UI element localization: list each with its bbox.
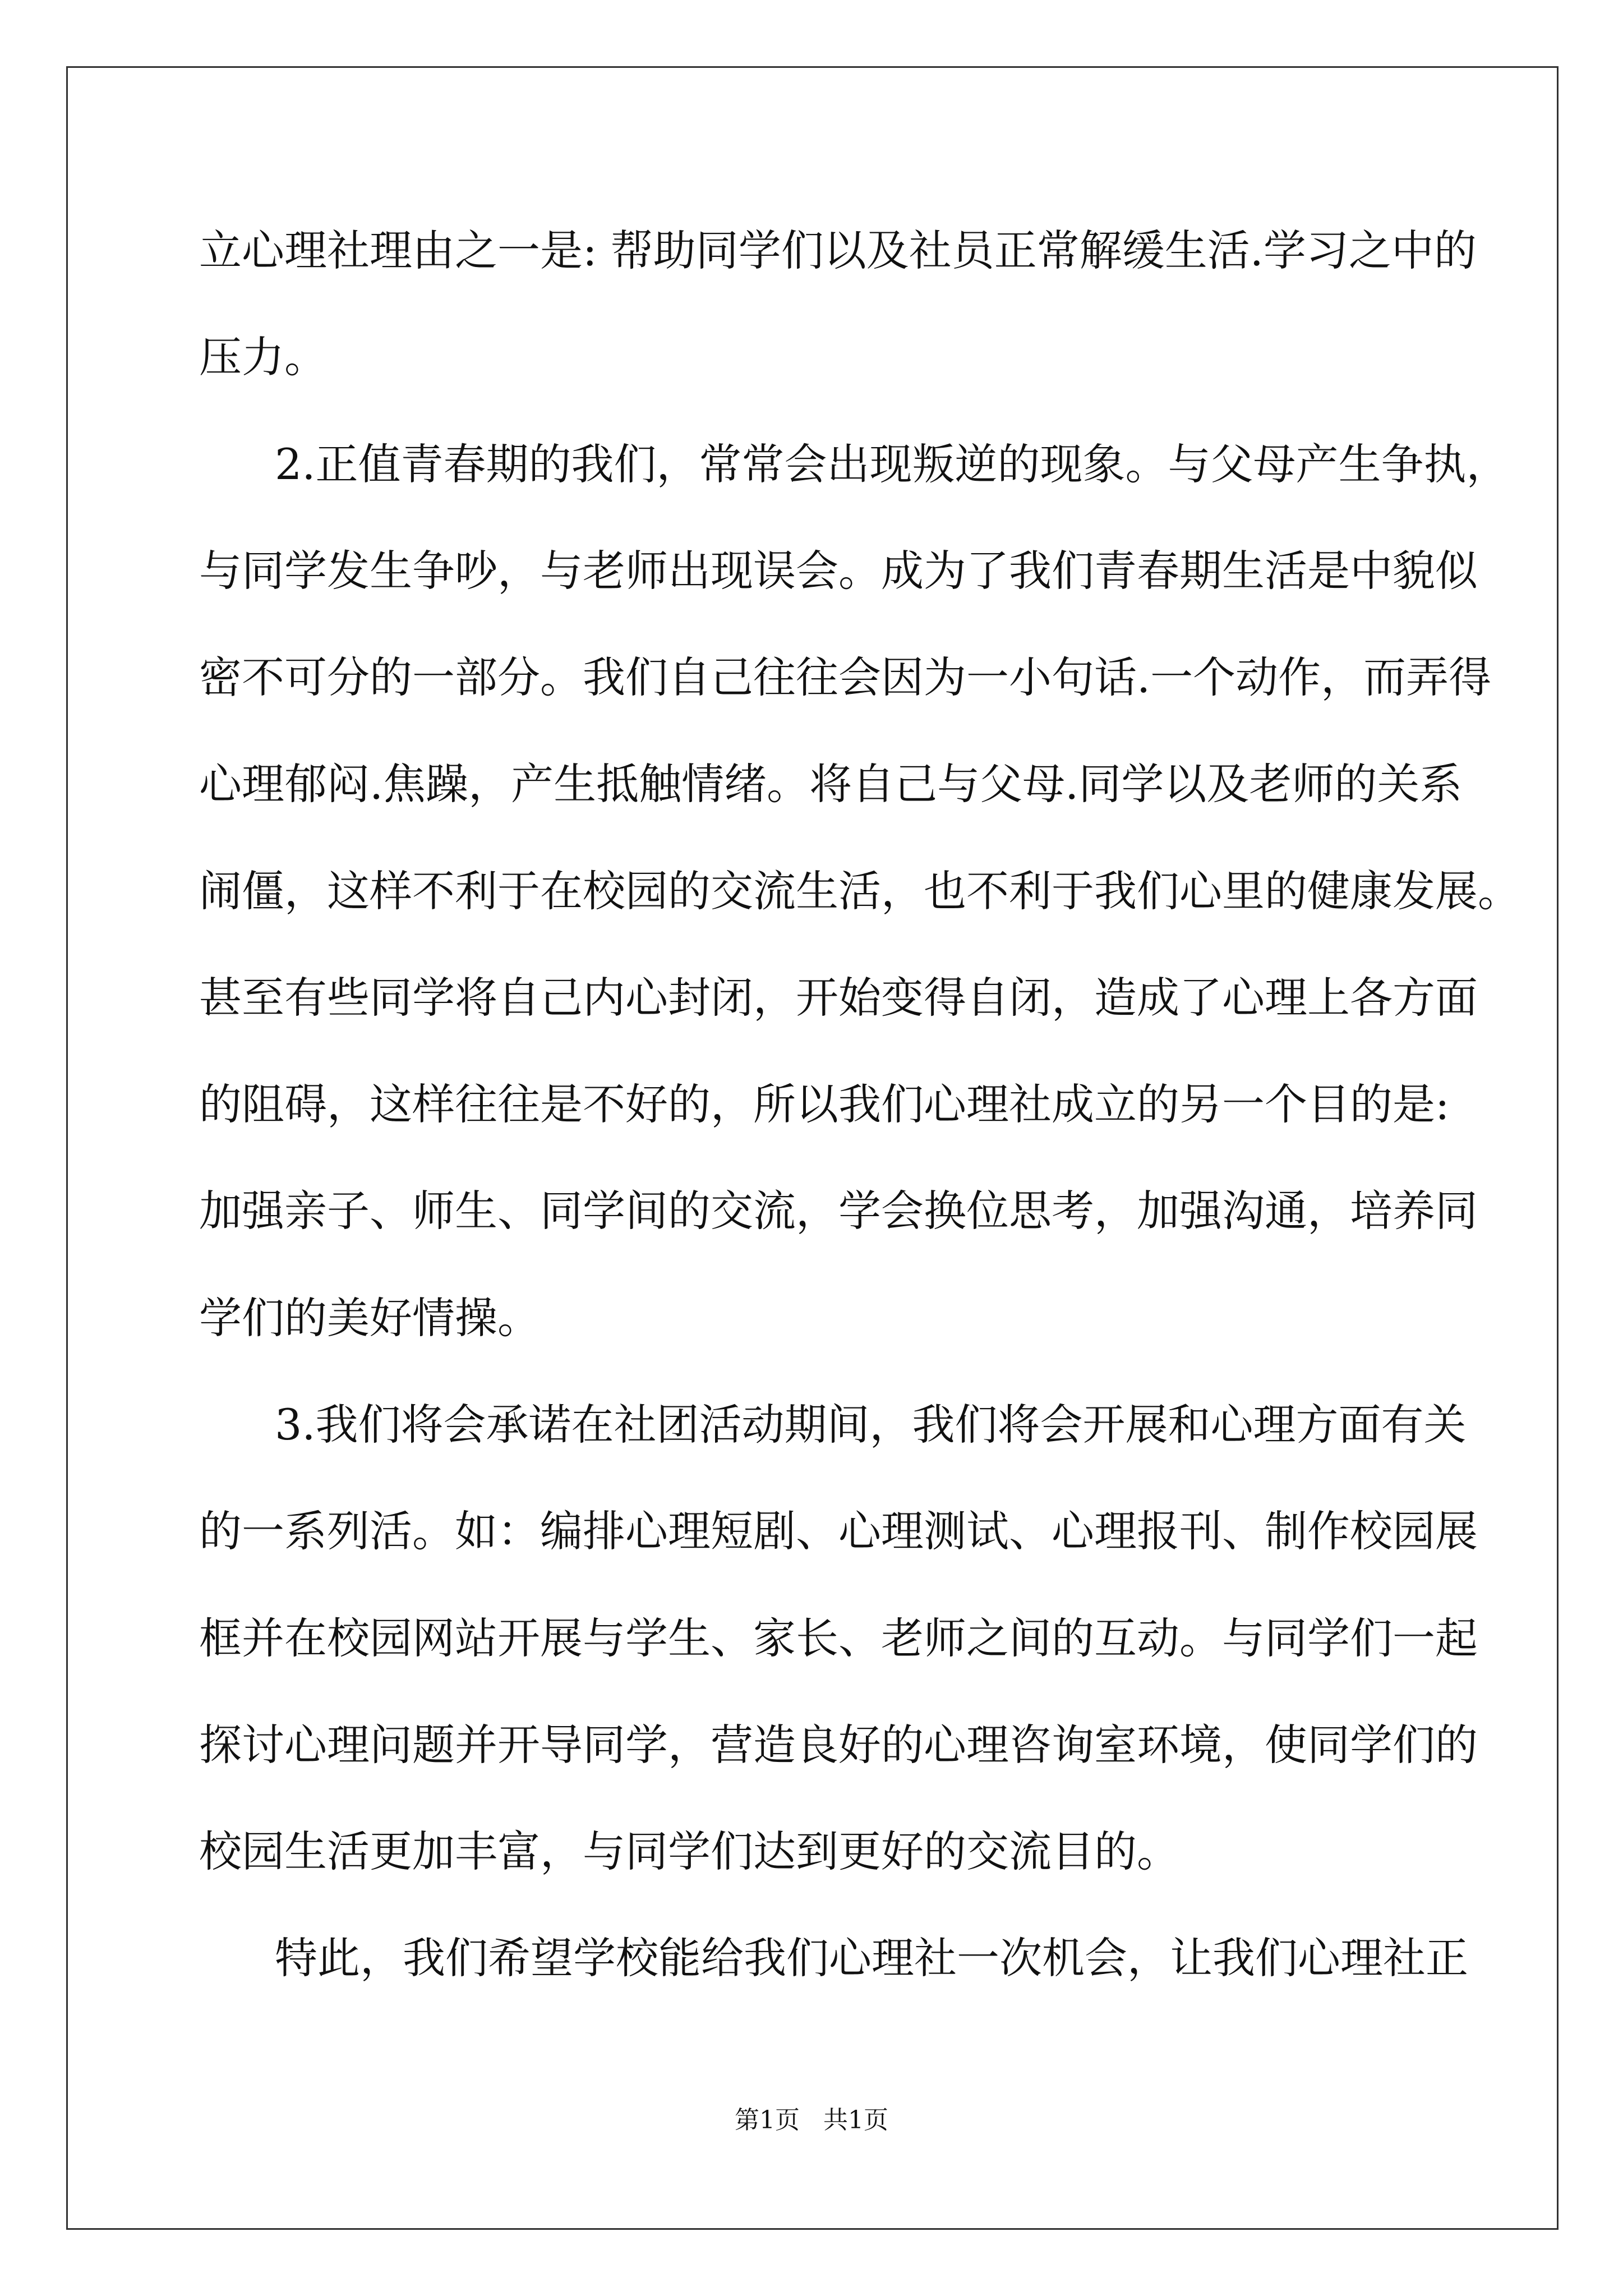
- text-line: 的阻碍，这样往往是不好的，所以我们心理社成立的另一个目的是:: [199, 1079, 1450, 1129]
- text-line: 学们的美好情操。: [199, 1293, 540, 1343]
- text-line: 与同学发生争吵，与老师出现误会。成为了我们青春期生活是中貌似: [199, 546, 1478, 596]
- page-number: 第1页 共1页: [735, 2106, 888, 2134]
- text-line: 密不可分的一部分。我们自己往往会因为一小句话.一个动作，而弄得: [199, 652, 1492, 702]
- text-line: 心理郁闷.焦躁，产生抵触情绪。将自己与父母.同学以及老师的关系: [199, 759, 1463, 809]
- text-line: 探讨心理问题并开导同学，营造良好的心理咨询室环境，使同学们的: [199, 1720, 1478, 1770]
- text-line: 甚至有些同学将自己内心封闭，开始变得自闭，造成了心理上各方面: [199, 973, 1478, 1023]
- text-line: 闹僵，这样不利于在校园的交流生活，也不利于我们心里的健康发展。: [199, 866, 1520, 916]
- text-line: 的一系列活。如：编排心理短剧、心理测试、心理报刊、制作校园展: [199, 1506, 1478, 1556]
- text-line: 特此，我们希望学校能给我们心理社一次机会，让我们心理社正: [275, 1933, 1468, 1983]
- text-line: 2.正值青春期的我们，常常会出现叛逆的现象。与父母产生争执，: [275, 439, 1509, 489]
- text-line: 3.我们将会承诺在社团活动期间，我们将会开展和心理方面有关: [275, 1400, 1467, 1450]
- text-line: 压力。: [199, 332, 327, 382]
- page-border: [66, 66, 1559, 2230]
- text-line: 校园生活更加丰富，与同学们达到更好的交流目的。: [199, 1826, 1179, 1876]
- text-line: 加强亲子、师生、同学间的交流，学会换位思考，加强沟通，培养同: [199, 1186, 1478, 1236]
- text-line: 框并在校园网站开展与学生、家长、老师之间的互动。与同学们一起: [199, 1613, 1478, 1663]
- text-line: 立心理社理由之一是: 帮助同学们以及社员正常解缓生活.学习之中的: [199, 226, 1477, 275]
